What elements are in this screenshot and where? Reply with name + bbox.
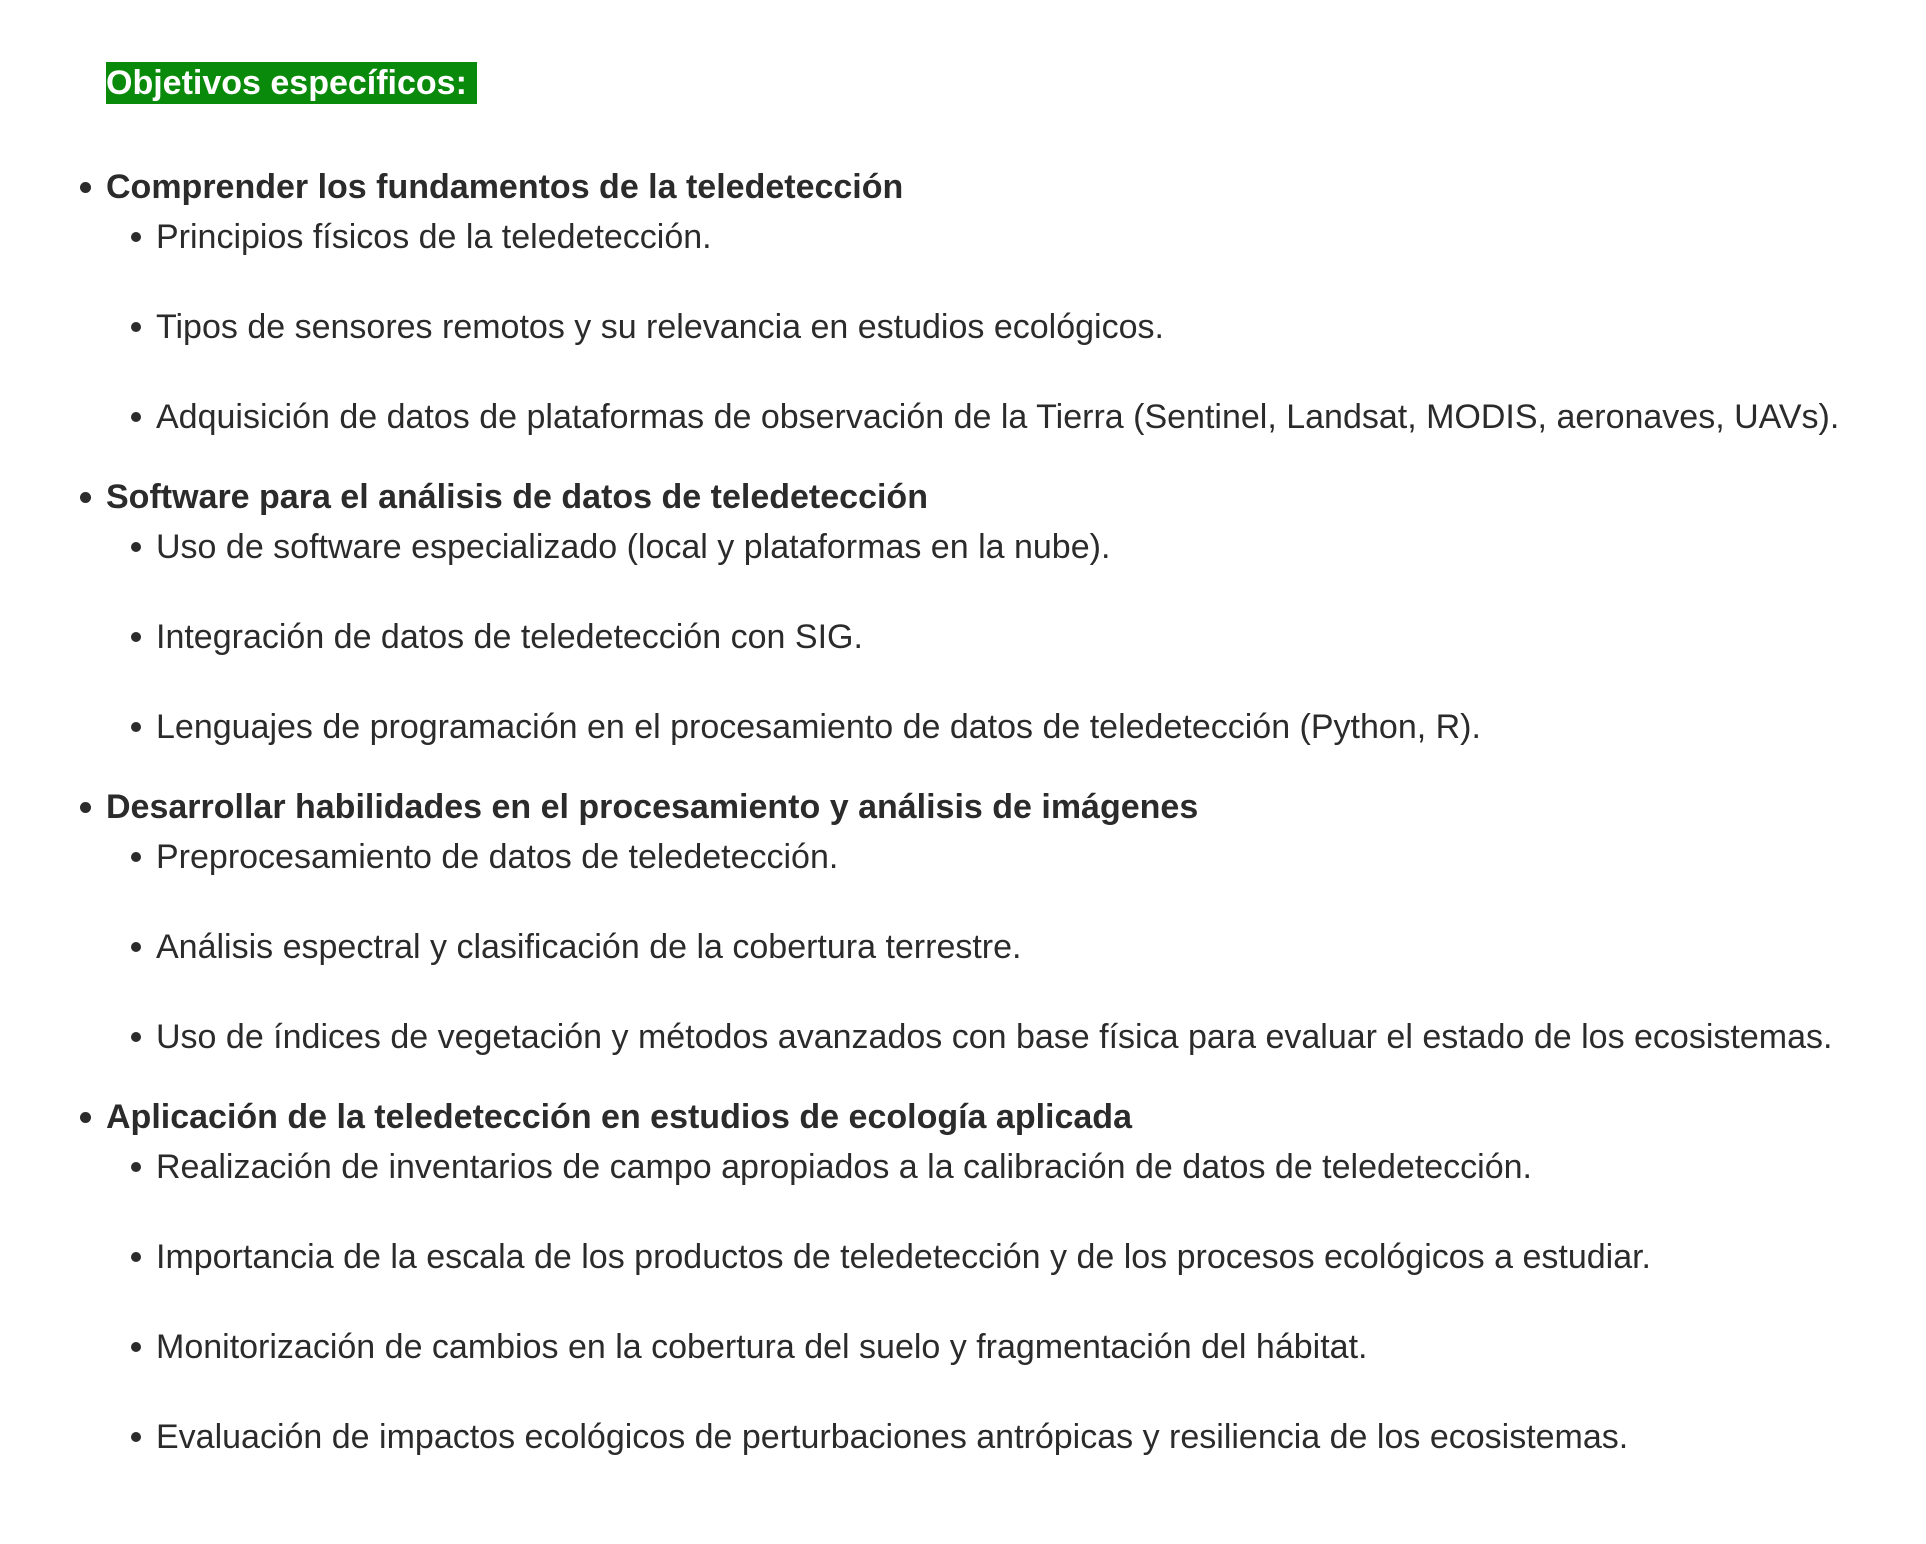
objective-subitem: Análisis espectral y clasificación de la cobertura terrestre. — [156, 922, 1906, 972]
objective-section — [106, 472, 1906, 752]
page-heading: Objetivos específicos: — [106, 62, 477, 104]
objective-subitem: Uso de software especializado (local y plataformas en la nube). — [156, 522, 1906, 572]
objective-subitem: Uso de índices de vegetación y métodos avanzados con base física para evaluar el estado de los ecosistemas. — [156, 1012, 1906, 1062]
objective-subitem: Realización de inventarios de campo apropiados a la calibración de datos de teledetección. — [156, 1142, 1906, 1192]
objective-sublist — [106, 1142, 1906, 1462]
objective-title: Comprender los fundamentos de la teledetección — [106, 162, 1906, 212]
objective-title: Desarrollar habilidades en el procesamiento y análisis de imágenes — [106, 782, 1906, 832]
objective-sublist — [106, 212, 1906, 442]
objective-section — [106, 782, 1906, 1062]
objective-subitem: Adquisición de datos de plataformas de observación de la Tierra (Sentinel, Landsat, MODIS, aeronaves, UAVs). — [156, 392, 1906, 442]
objective-subitem: Integración de datos de teledetección con SIG. — [156, 612, 1906, 662]
objective-subitem: Tipos de sensores remotos y su relevancia en estudios ecológicos. — [156, 302, 1906, 352]
heading-block — [106, 62, 477, 104]
objective-title: Aplicación de la teledetección en estudios de ecología aplicada — [106, 1092, 1906, 1142]
objective-section — [106, 162, 1906, 442]
objective-subitem: Lenguajes de programación en el procesamiento de datos de teledetección (Python, R). — [156, 702, 1906, 752]
objectives-list — [106, 162, 1906, 1492]
objective-sublist — [106, 522, 1906, 752]
objective-section — [106, 1092, 1906, 1462]
objective-sublist — [106, 832, 1906, 1062]
objective-subitem: Preprocesamiento de datos de teledetección. — [156, 832, 1906, 882]
objective-subitem: Evaluación de impactos ecológicos de perturbaciones antrópicas y resiliencia de los ecosistemas. — [156, 1412, 1906, 1462]
objective-subitem: Importancia de la escala de los productos de teledetección y de los procesos ecológicos a estudiar. — [156, 1232, 1906, 1282]
objective-subitem: Principios físicos de la teledetección. — [156, 212, 1906, 262]
objective-title: Software para el análisis de datos de teledetección — [106, 472, 1906, 522]
objective-subitem: Monitorización de cambios en la cobertura del suelo y fragmentación del hábitat. — [156, 1322, 1906, 1372]
